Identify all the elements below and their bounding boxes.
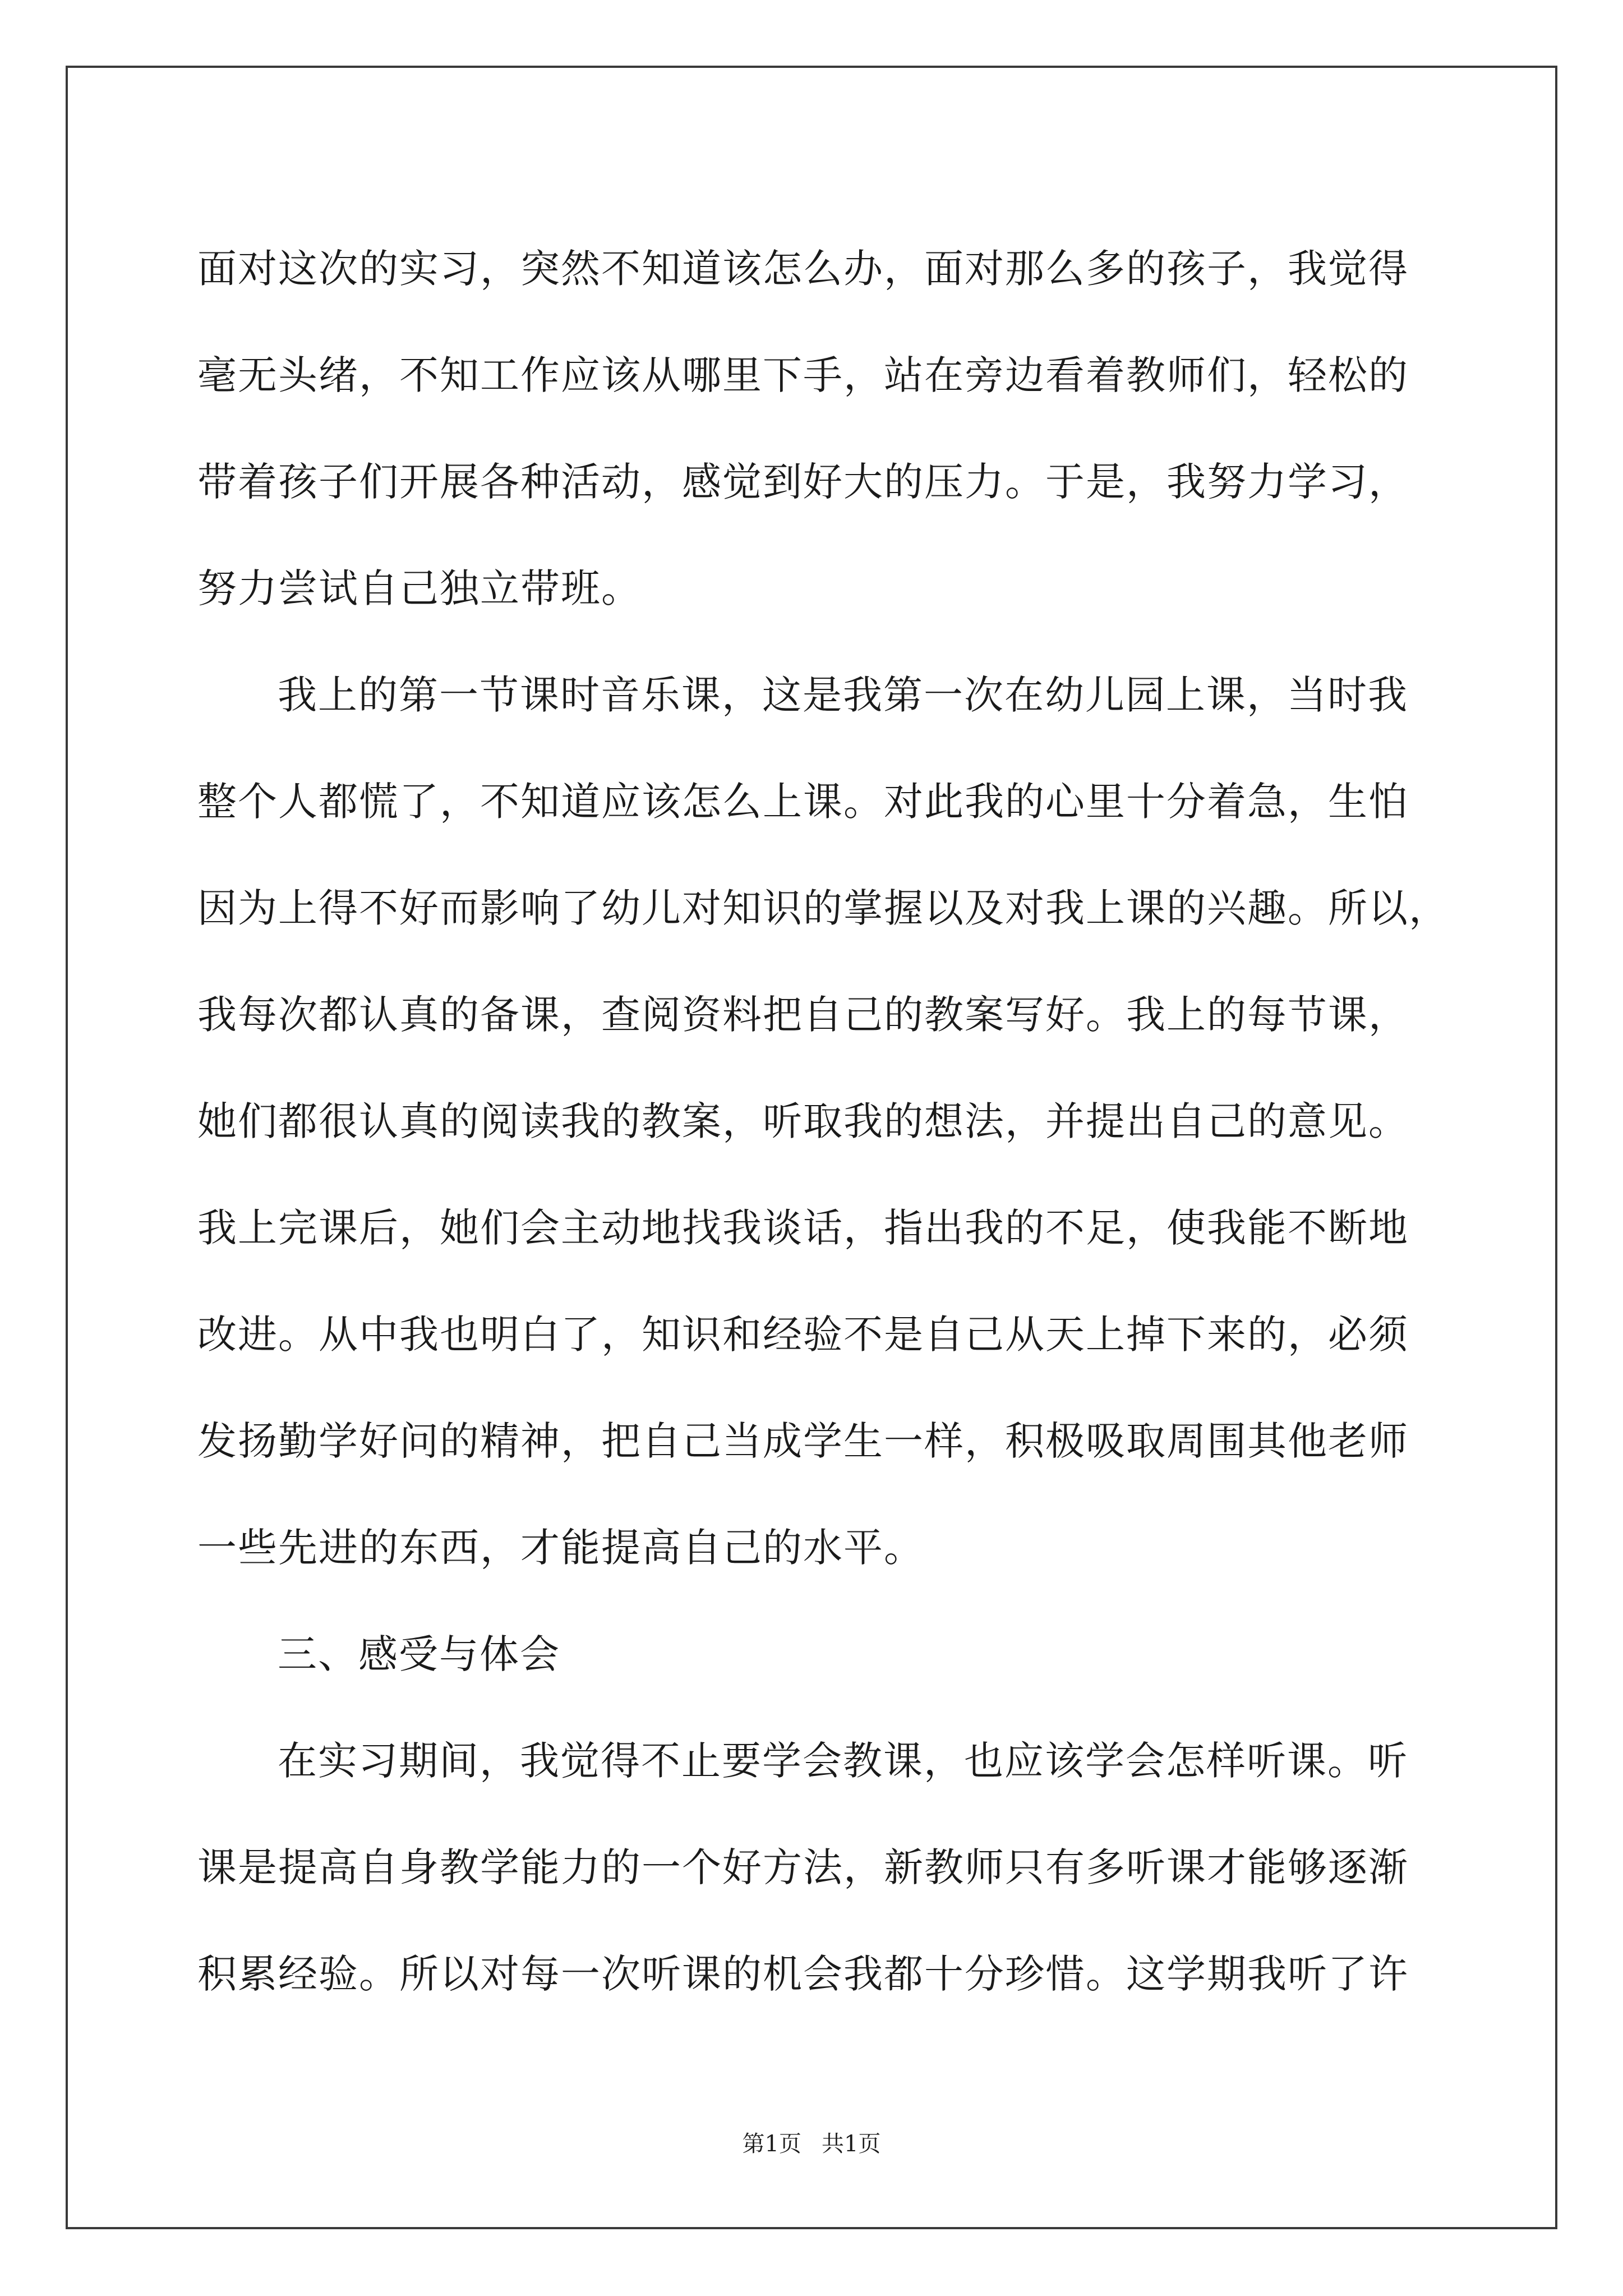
page-number: 第1页 (742, 2131, 801, 2157)
text-line: 在实习期间，我觉得不止要学会教课，也应该学会怎样听课。听 (278, 1738, 1408, 1784)
page-total: 共1页 (822, 2131, 881, 2157)
text-line: 毫无头绪，不知工作应该从哪里下手，站在旁边看着教师们，轻松的 (197, 352, 1409, 398)
text-line: 一些先进的东西，才能提高自己的水平。 (197, 1525, 924, 1571)
text-line: 改进。从中我也明白了，知识和经验不是自己从天上掉下来的，必须 (197, 1312, 1409, 1358)
page-footer (0, 2126, 1623, 2158)
text-line: 发扬勤学好问的精神，把自己当成学生一样，积极吸取周围其他老师 (197, 1418, 1409, 1464)
text-line: 积累经验。所以对每一次听课的机会我都十分珍惜。这学期我听了许 (197, 1951, 1409, 1997)
text-line: 因为上得不好而影响了幼儿对知识的掌握以及对我上课的兴趣。所以， (197, 885, 1449, 931)
document-body (197, 215, 1482, 2027)
text-line: 带着孩子们开展各种活动，感觉到好大的压力。于是，我努力学习， (197, 459, 1409, 505)
text-line: 努力尝试自己独立带班。 (197, 565, 642, 611)
text-line: 面对这次的实习，突然不知道该怎么办，面对那么多的孩子，我觉得 (197, 246, 1409, 292)
text-line: 我上完课后，她们会主动地找我谈话，指出我的不足，使我能不断地 (197, 1205, 1409, 1251)
section-heading: 三、感受与体会 (278, 1631, 560, 1677)
text-line: 她们都很认真的阅读我的教案，听取我的想法，并提出自己的意见。 (197, 1098, 1409, 1144)
text-line: 整个人都慌了，不知道应该怎么上课。对此我的心里十分着急，生怕 (197, 779, 1409, 825)
text-line: 我上的第一节课时音乐课，这是我第一次在幼儿园上课，当时我 (278, 672, 1408, 718)
text-line: 我每次都认真的备课，查阅资料把自己的教案写好。我上的每节课， (197, 992, 1409, 1038)
text-line: 课是提高自身教学能力的一个好方法，新教师只有多听课才能够逐渐 (197, 1844, 1409, 1890)
